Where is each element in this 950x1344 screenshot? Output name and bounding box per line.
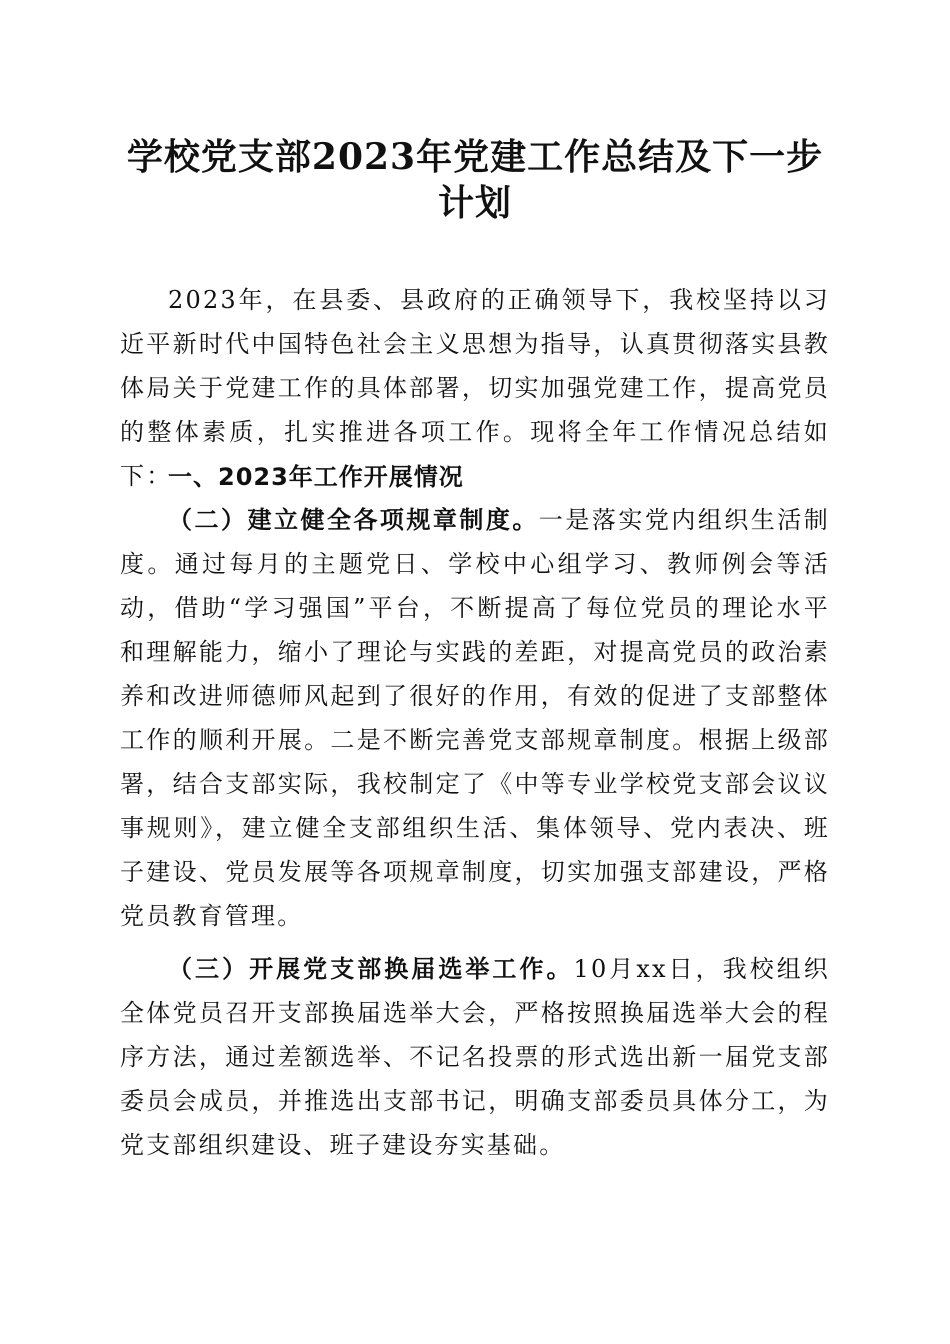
document-title: 学校党支部2023年党建工作总结及下一步计划 xyxy=(126,136,824,224)
section-heading: 一、2023年工作开展情况 xyxy=(168,463,464,491)
paragraph-regulations xyxy=(120,498,830,938)
paragraph-text: 一是落实党内组织生活制度。通过每月的主题党日、学校中心组学习、教师例会等活动，借助“学习强国”平台，不断提高了每位党员的理论水平和理解能力，缩小了理论与实践的差距，对提高党员的政治素养和改进师德师风起到了很好的作用，有效的促进了支部整体工作的顺利开展。二是不断完善党支部规章制度。根据上级部署，结合支部实际，我校制定了《中等专业学校党支部会议议事规则》，建立健全支部组织生活、集体领导、党内表决、班子建设、党员发展等各项规章制度，切实加强支部建设，严格党员教育管理。 xyxy=(120,506,830,930)
paragraph-election xyxy=(120,947,830,1167)
paragraph-lead: （二）建立健全各项规章制度。 xyxy=(168,505,539,534)
paragraph-lead: （三）开展党支部换届选举工作。 xyxy=(168,954,574,983)
paragraph-text: 10月xx日，我校组织全体党员召开支部换届选举大会，严格按照换届选举大会的程序方法，通过差额选举、不记名投票的形式选出新一届党支部委员会成员，并推选出支部书记，明确支部委员具体分工，为党支部组织建设、班子建设夯实基础。 xyxy=(120,955,830,1159)
intro-paragraph: 2023年，在县委、县政府的正确领导下，我校坚持以习近平新时代中国特色社会主义思想为指导，认真贯彻落实县教体局关于党建工作的具体部署，切实加强党建工作，提高党员的整体素质，扎实推进各项工作。现将全年工作情况总结如下： xyxy=(120,286,830,490)
